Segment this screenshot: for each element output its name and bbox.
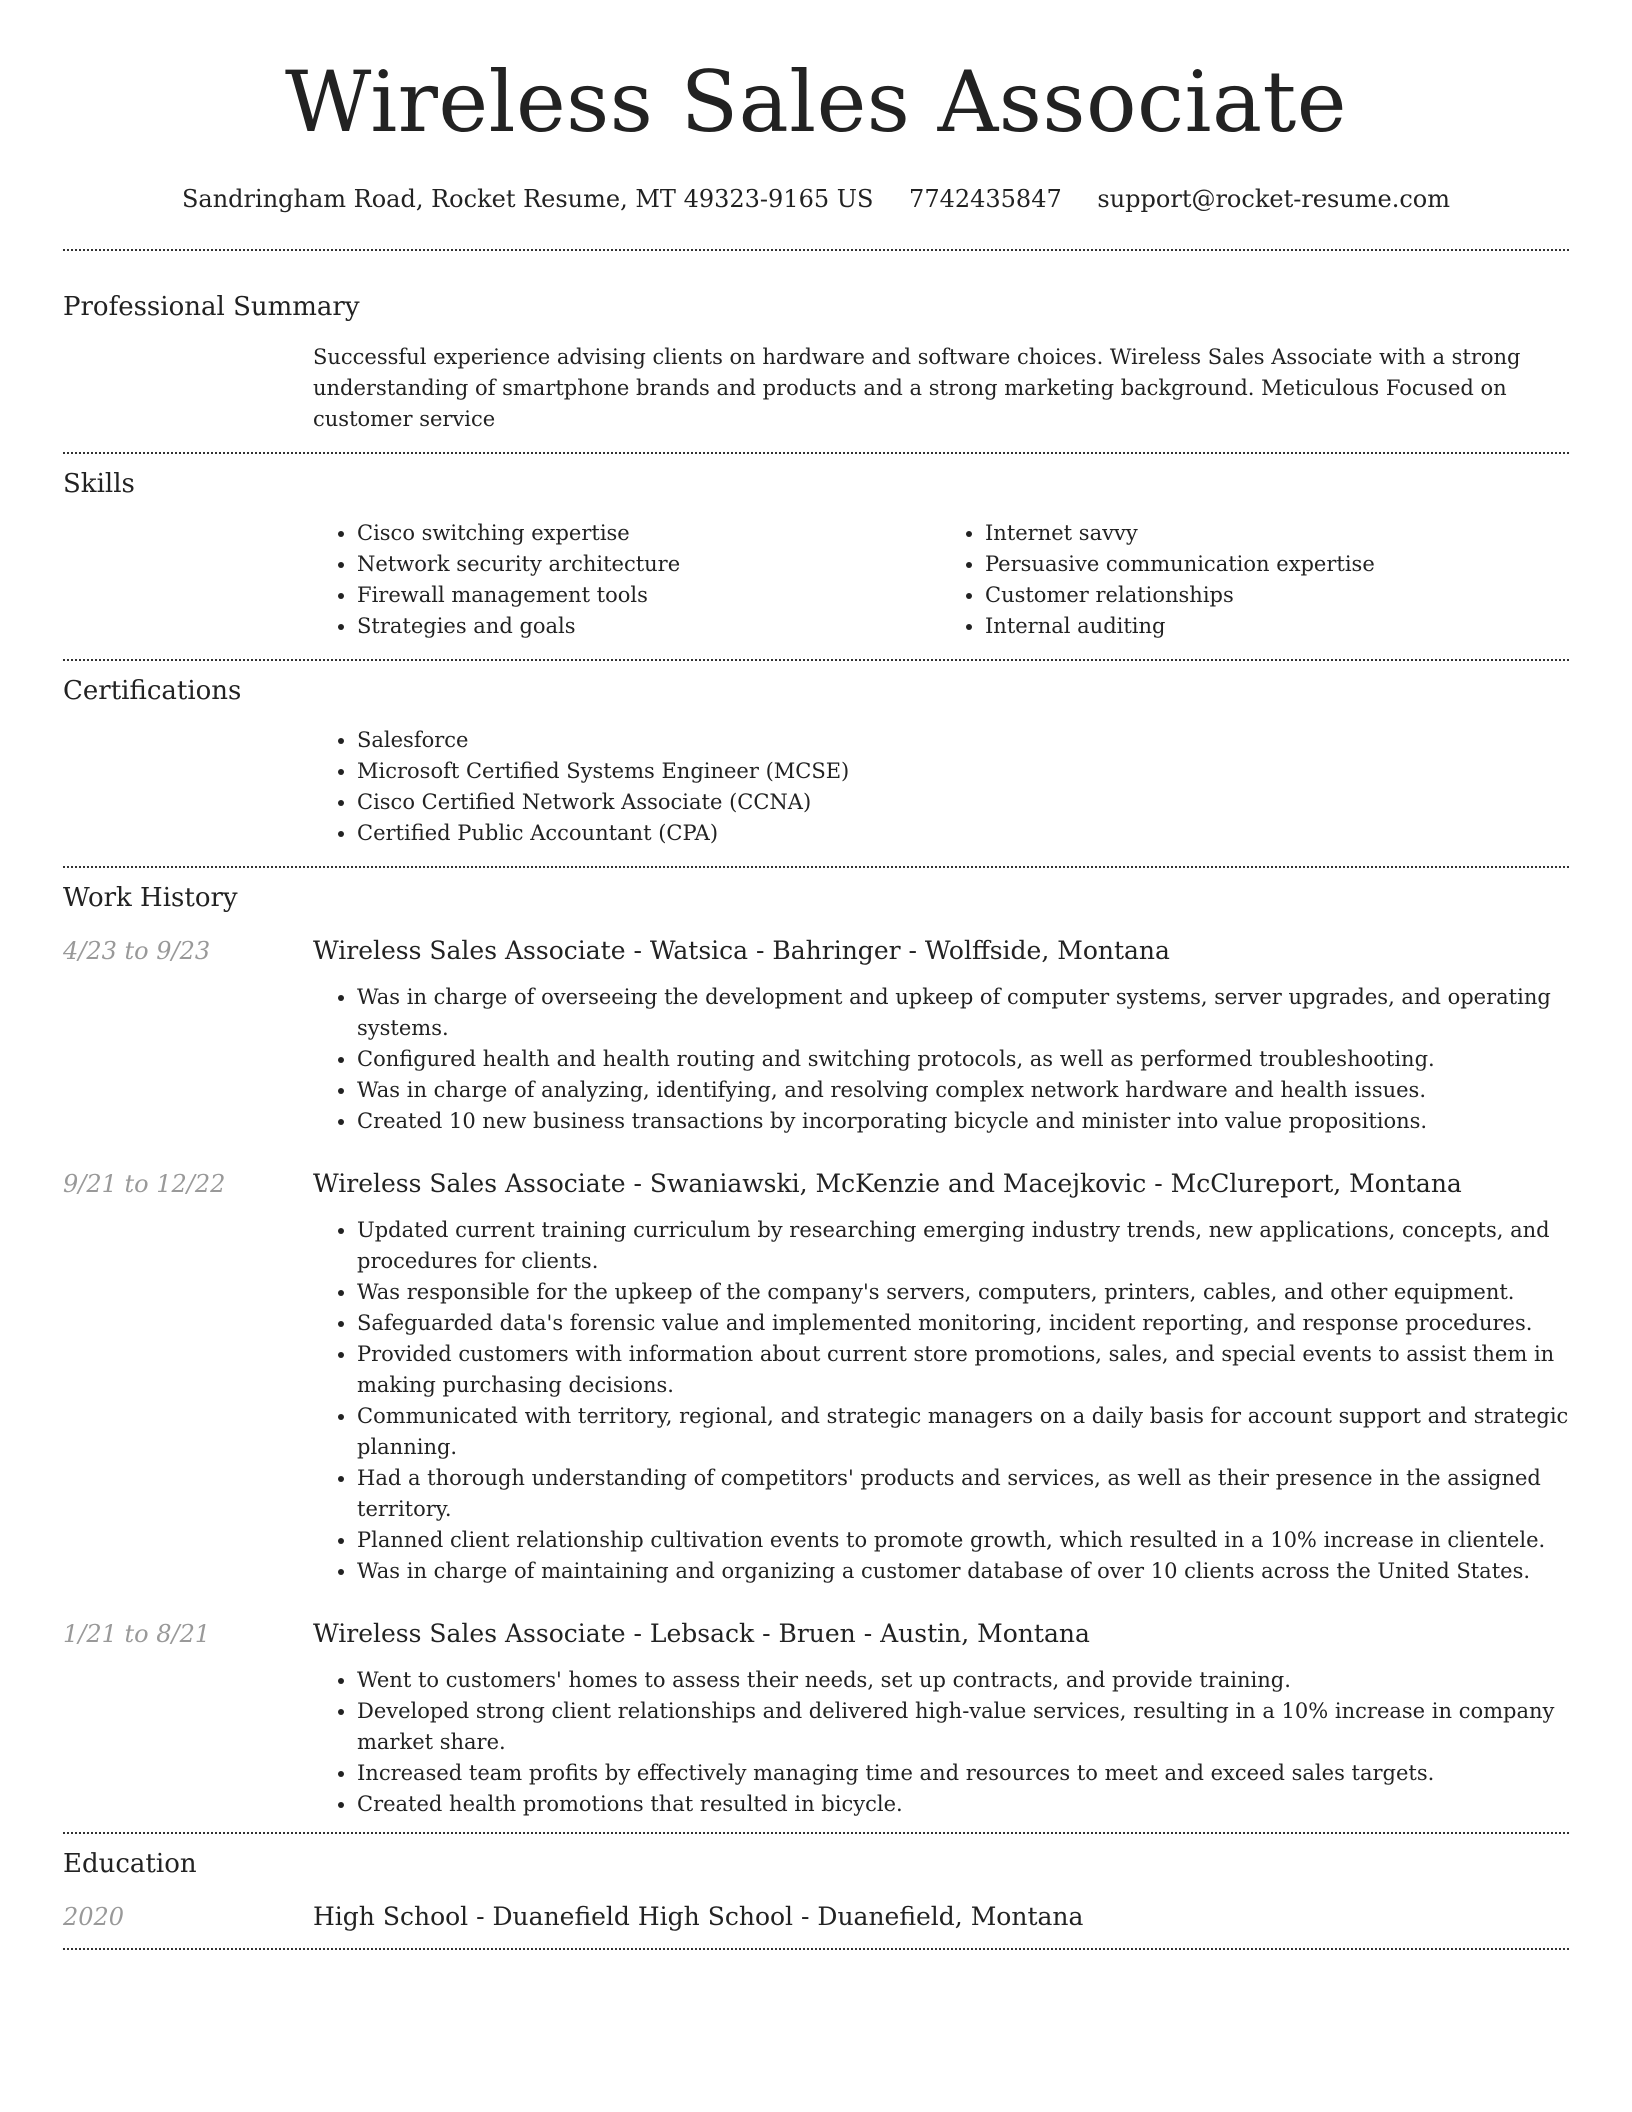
section-title-certifications: Certifications (63, 676, 242, 706)
job-title: Wireless Sales Associate - Watsica - Bahringer - Wolffside, Montana (313, 936, 1170, 965)
job-header (63, 1617, 1569, 1651)
certification-item: • Certified Public Accountant (CPA) (357, 818, 1569, 849)
job-entry (63, 1617, 1569, 1820)
job-bullet: • Created health promotions that resulted in bicycle. (357, 1789, 1569, 1820)
skills-list-right (941, 518, 1569, 642)
job-bullet: • Was responsible for the upkeep of the company's servers, computers, printers, cables, and other equipment. (357, 1277, 1569, 1308)
contact-line (63, 182, 1569, 216)
job-bullet: • Created 10 new business transactions by incorporating bicycle and minister into value propositions. (357, 1106, 1569, 1137)
section-title-work-history: Work History (63, 883, 238, 913)
skill-item: • Customer relationships (985, 580, 1569, 611)
job-bullet: • Configured health and health routing and switching protocols, as well as performed troubleshooting. (357, 1044, 1569, 1075)
skill-item: • Internet savvy (985, 518, 1569, 549)
job-dates: 1/21 to 8/21 (63, 1620, 211, 1648)
job-entry (63, 934, 1569, 1137)
certifications-section (63, 661, 1569, 866)
job-title: Wireless Sales Associate - Swaniawski, McKenzie and Macejkovic - McClureport, Montana (313, 1169, 1462, 1198)
job-dates: 4/23 to 9/23 (63, 937, 211, 965)
certifications-content (313, 725, 1569, 849)
education-degree: High School - Duanefield High School - Duanefield, Montana (313, 1902, 1084, 1931)
skills-grid (313, 518, 1569, 642)
skill-item: • Network security architecture (357, 549, 941, 580)
section-title-summary: Professional Summary (63, 292, 360, 322)
email: support@rocket-resume.com (1097, 185, 1451, 213)
job-bullets (313, 1215, 1569, 1587)
summary-text: Successful experience advising clients on hardware and software choices. Wireless Sales Associate with a strong understanding of smartphone brands and products and a strong marketing background. Meticulous Focused on customer service (313, 345, 1521, 431)
job-bullet: • Was in charge of analyzing, identifying, and resolving complex network hardware and health issues. (357, 1075, 1569, 1106)
skills-list-left (313, 518, 941, 642)
skill-item: • Persuasive communication expertise (985, 549, 1569, 580)
job-bullet: • Was in charge of maintaining and organizing a customer database of over 10 clients across the United States. (357, 1556, 1569, 1587)
skill-item: • Firewall management tools (357, 580, 941, 611)
job-bullet: • Was in charge of overseeing the development and upkeep of computer systems, server upgrades, and operating systems. (357, 982, 1569, 1044)
job-bullet: • Safeguarded data's forensic value and implemented monitoring, incident reporting, and response procedures. (357, 1308, 1569, 1339)
job-bullet: • Went to customers' homes to assess their needs, set up contracts, and provide training. (357, 1665, 1569, 1696)
education-entry (63, 1900, 1569, 1934)
address: Sandringham Road, Rocket Resume, MT 49323-9165 US (181, 185, 874, 213)
skills-section (63, 454, 1569, 659)
job-bullet: • Planned client relationship cultivation events to promote growth, which resulted in a 10% increase in clientele. (357, 1525, 1569, 1556)
job-header (63, 1167, 1569, 1201)
job-bullet: • Communicated with territory, regional, and strategic managers on a daily basis for account support and strategic planning. (357, 1401, 1569, 1463)
job-bullets (313, 1665, 1569, 1820)
resume-name: Wireless Sales Associate (285, 53, 1347, 151)
job-bullet: • Developed strong client relationships and delivered high-value services, resulting in a 10% increase in company market share. (357, 1696, 1569, 1758)
job-bullet: • Updated current training curriculum by researching emerging industry trends, new applications, concepts, and procedures for clients. (357, 1215, 1569, 1277)
job-header (63, 934, 1569, 968)
job-bullet: • Provided customers with information about current store promotions, sales, and special events to assist them in making purchasing decisions. (357, 1339, 1569, 1401)
job-bullets (313, 982, 1569, 1137)
job-dates: 9/21 to 12/22 (63, 1170, 226, 1198)
work-history-section (63, 868, 1569, 1832)
education-year: 2020 (63, 1903, 125, 1931)
skill-item: • Cisco switching expertise (357, 518, 941, 549)
education-section (63, 1834, 1569, 1948)
job-bullet: • Had a thorough understanding of competitors' products and services, as well as their presence in the assigned territory. (357, 1463, 1569, 1525)
job-entry (63, 1167, 1569, 1587)
skill-item: • Internal auditing (985, 611, 1569, 642)
certification-item: • Microsoft Certified Systems Engineer (MCSE) (357, 756, 1569, 787)
certification-item: • Salesforce (357, 725, 1569, 756)
certification-item: • Cisco Certified Network Associate (CCNA) (357, 787, 1569, 818)
section-title-skills: Skills (63, 469, 135, 499)
divider (63, 1948, 1569, 1950)
job-title: Wireless Sales Associate - Lebsack - Bruen - Austin, Montana (313, 1619, 1090, 1648)
section-title-education: Education (63, 1849, 197, 1879)
certifications-list (313, 725, 1569, 849)
summary-section (63, 251, 1569, 452)
job-bullet: • Increased team profits by effectively managing time and resources to meet and exceed sales targets. (357, 1758, 1569, 1789)
phone: 7742435847 (909, 185, 1062, 213)
skill-item: • Strategies and goals (357, 611, 941, 642)
